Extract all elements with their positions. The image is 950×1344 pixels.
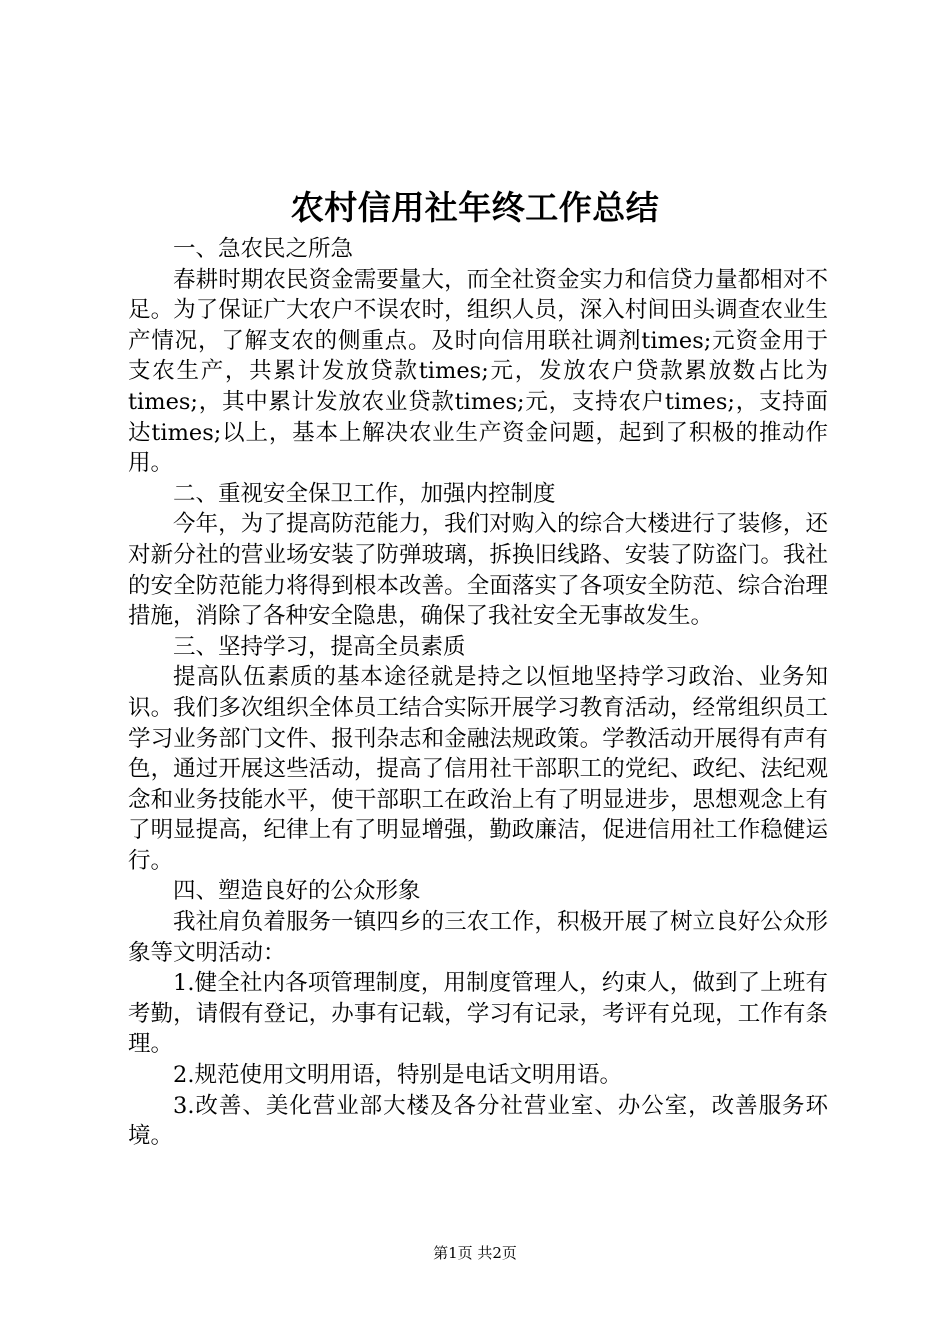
list-item-2: 2.规范使用文明用语，特别是电话文明用语。 — [173, 1062, 622, 1089]
list-item-3: 3.改善、美化营业部大楼及各分社营业室、办公室，改善服务环境。 — [128, 1092, 828, 1150]
paragraph-4: 我社肩负着服务一镇四乡的三农工作，积极开展了树立良好公众形象等文明活动： — [128, 909, 828, 966]
page-footer: 第1页 共2页 — [433, 1244, 517, 1262]
list-item-1: 1.健全社内各项管理制度，用制度管理人，约束人，做到了上班有考勤，请假有登记，办事有记载，学习有记录，考评有兑现，工作有条理。 — [128, 970, 828, 1058]
section-heading-3: 三、坚持学习，提高全员素质 — [173, 633, 466, 660]
paragraph-2: 今年，为了提高防范能力，我们对购入的综合大楼进行了装修，还对新分社的营业场安装了防弹玻璃，拆换旧线路、安装了防盗门。我社的安全防范能力将得到根本改善。全面落实了各项安全防范、综合治理措施，消除了各种安全隐患，确保了我社安全无事故发生。 — [128, 511, 828, 630]
paragraph-3: 提高队伍素质的基本途径就是持之以恒地坚持学习政治、业务知识。我们多次组织全体员工结合实际开展学习教育活动，经常组织员工学习业务部门文件、报刊杂志和金融法规政策。学教活动开展得有声有色，通过开展这些活动，提高了信用社干部职工的党纪、政纪、法纪观念和业务技能水平，使干部职工在政治上有了明显进步，思想观念上有了明显提高，纪律上有了明显增强，勤政廉洁，促进信用社工作稳健运行。 — [128, 664, 828, 874]
document-body — [128, 234, 828, 1152]
document-title: 农村信用社年终工作总结 — [290, 188, 660, 227]
paragraph-1: 春耕时期农民资金需要量大，而全社资金实力和信贷力量都相对不足。为了保证广大农户不误农时，组织人员，深入村间田头调查农业生产情况，了解支农的侧重点。及时向信用联社调剂times;元资金用于支农生产，共累计发放贷款times;元，发放农户贷款累放数占比为times;，其中累计发放农业贷款times;元，支持农户times;，支持面达times;以上，基本上解决农业生产资金问题，起到了积极的推动作用。 — [128, 266, 828, 477]
section-heading-4: 四、塑造良好的公众形象 — [173, 878, 421, 905]
section-heading-2: 二、重视安全保卫工作，加强内控制度 — [173, 480, 556, 507]
section-heading-1: 一、急农民之所急 — [173, 236, 354, 262]
